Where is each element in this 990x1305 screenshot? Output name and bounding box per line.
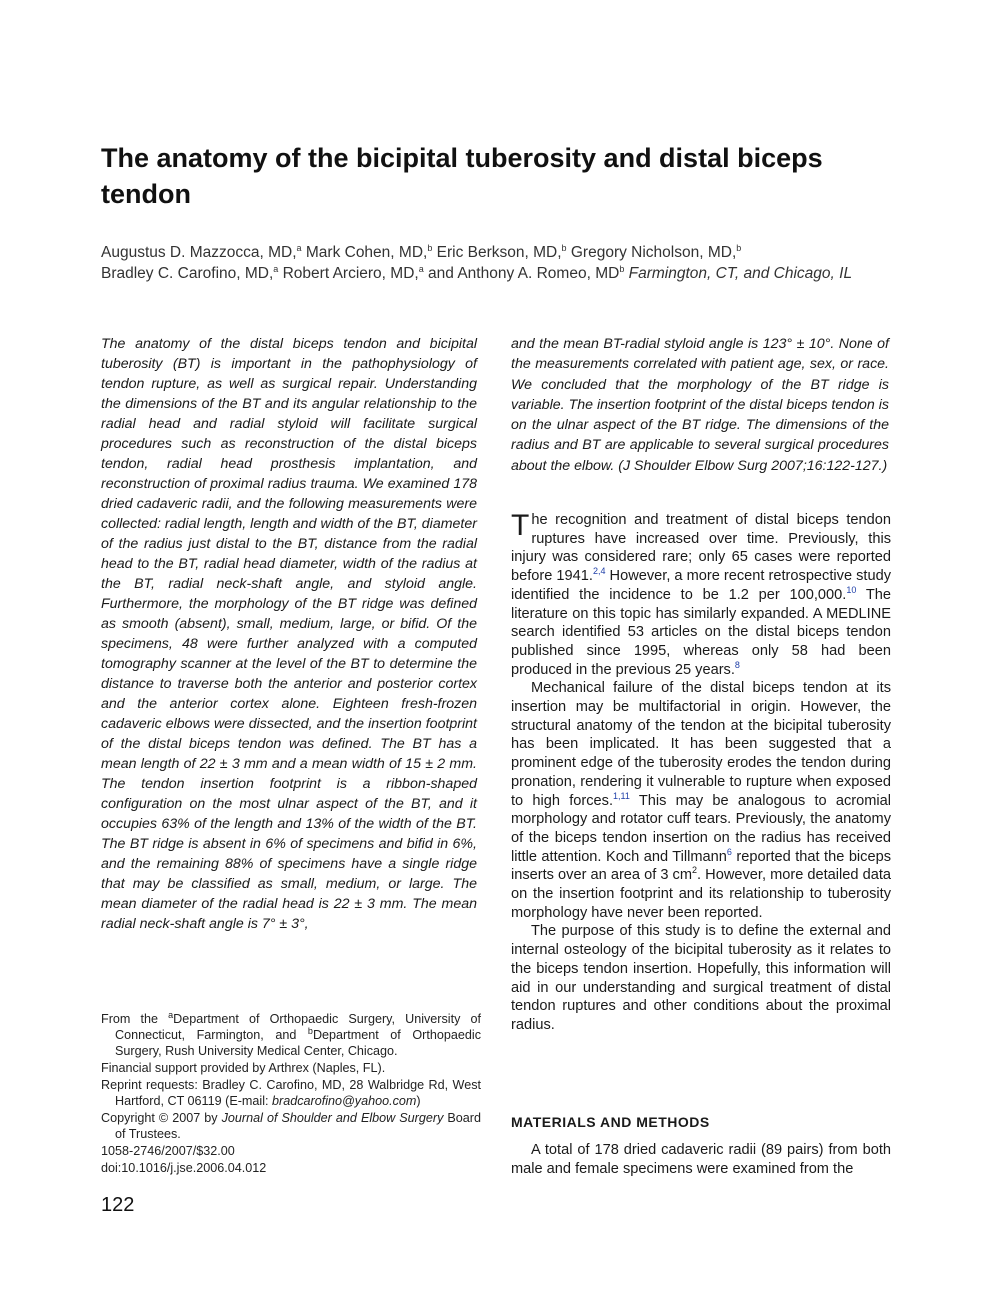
intro-text: . However, more detailed data on the insertion footprint and its relationship to tuberosity morphology have never been reported.: [511, 867, 891, 921]
author-line-2: [101, 263, 901, 284]
footnote-copyright: [101, 1110, 481, 1142]
intro-text: This may be analogous to acromial morphology and rotator cuff tears. Previously, the anatomy of the biceps tendon insertion on the radius has received little attention. Koch and Tillmann: [511, 792, 892, 865]
introduction: [511, 511, 891, 1035]
intro-text: Mechanical failure of the distal biceps tendon at its insertion may be multifactorial in origin. However, the structural anatomy of the tendon at the bicipital tuberosity has been implicated. It has been suggested that a prominent edge of the tuberosity erodes the tendon during pronation, rendering it vulnerable to rupture when exposed to high forces.: [511, 680, 891, 809]
superscript: 2: [692, 865, 698, 876]
intro-paragraph-2: [511, 679, 891, 922]
reference-link[interactable]: 6: [726, 846, 732, 857]
footnote-doi[interactable]: doi:10.1016/j.jse.2006.04.012: [101, 1161, 267, 1175]
footnote-text: Copyright © 2007 by: [101, 1111, 222, 1125]
author-cohen: Mark Cohen, MD,: [301, 244, 428, 261]
footnote-text: From the: [101, 1012, 169, 1026]
footnote-funding: Financial support provided by Arthrex (Naples, FL).: [101, 1061, 386, 1075]
author-berkson: Eric Berkson, MD,: [432, 244, 562, 261]
intro-paragraph-3: The purpose of this study is to define the external and internal osteology of the bicipital tuberosity as it relates to the biceps tendon insertion. Hopefully, this information will aid in our understanding and surgical treatment of distal tendon ruptures and other conditions about the proximal radius.: [511, 923, 891, 1033]
footnote-reprint: [101, 1077, 481, 1109]
affiliation-mark: b: [736, 242, 742, 253]
intro-text: reported that the biceps inserts over an area of 3 cm: [511, 848, 892, 884]
affiliation-mark: b: [619, 263, 625, 274]
footnote-text: Department of Orthopaedic Surgery, University of Connecticut, Farmington, and: [115, 1012, 481, 1042]
intro-text: he recognition and treatment of distal biceps tendon ruptures have increased over time. Previously, this injury was considered rare; only 65 cases were reported before 1941.: [511, 512, 891, 585]
author-arciero: Robert Arciero, MD,: [278, 265, 419, 282]
article-title: The anatomy of the bicipital tuberosity and distal biceps tendon: [101, 143, 823, 209]
author-line-1: [101, 242, 901, 263]
affiliation-mark: a: [418, 263, 424, 274]
methods-paragraph-1: A total of 178 dried cadaveric radii (89 pairs) from both male and female specimens were examined from the: [511, 1142, 891, 1177]
reference-link[interactable]: 2,4: [592, 566, 606, 577]
intro-text: However, a more recent retrospective study identified the incidence to be 1.2 per 100,000.: [511, 568, 891, 603]
affiliation-mark: b: [307, 1025, 313, 1036]
intro-paragraph-1: [511, 511, 891, 679]
abstract-part-1: The anatomy of the distal biceps tendon and bicipital tuberosity (BT) is important in the pathophysiology of tendon rupture, as well as surgical repair. Understanding the dimensions of the BT and its angular relationship to the radial head and radial styloid will facilitate surgical procedures such as reconstruction of the distal biceps tendon, radial head prosthesis implantation, and reconstruction of proximal radius trauma. We examined 178 dried cadaveric radii, and the following measurements were collected: radial length, length and width of the BT, diameter of the radius just distal to the BT, distance from the radial head to the BT, radial head diameter, width of the radius at the BT, radial neck-shaft angle, and styloid angle. Furthermore, the morphology of the BT ridge was defined as smooth (absent), small, medium, large, or bifid. Of the specimens, 48 were further analyzed with a computed tomography scanner at the level of the BT to determine the distance to traverse both the anterior and posterior cortex and the anterior cortex alone. Eighteen fresh-frozen cadaveric elbows were dissected, and the insertion footprint of the distal biceps tendon was defined. The BT has a mean length of 22 ± 3 mm and a mean width of 15 ± 2 mm. The tendon insertion footprint is a ribbon-shaped configuration on the most ulnar aspect of the BT, and it occupies 63% of the length and 13% of the width of the BT. The BT ridge is absent in 6% of specimens and bifid in 6%, and the remaining 88% of specimens have a single ridge that may be classified as small, medium, or large. The mean diameter of the radial head is 22 ± 3 mm. The mean radial neck-shaft angle is 7° ± 3°,: [101, 336, 477, 932]
reprint-email-link[interactable]: bradcarofino@yahoo.com: [272, 1094, 417, 1108]
author-mazzocca: Augustus D. Mazzocca, MD,: [101, 244, 297, 261]
section-heading-methods: MATERIALS AND METHODS: [511, 1114, 710, 1130]
abstract-part-2: and the mean BT-radial styloid angle is 123° ± 10°. None of the measurements correlated with patient age, sex, or race. We concluded that the morphology of the BT ridge is variable. The insertion footprint of the distal biceps tendon is on the ulnar aspect of the BT ridge. The dimensions of the radius and BT are applicable to several surgical procedures about the elbow. (J Shoulder Elbow Surg 2007;16:122-127.): [511, 336, 889, 474]
footnote-text: Board of Trustees.: [115, 1111, 482, 1141]
footnote-issn: 1058-2746/2007/$32.00: [101, 1144, 235, 1158]
page-number: 122: [101, 1194, 135, 1216]
footnote-text: ): [416, 1094, 421, 1108]
reference-link[interactable]: 8: [734, 659, 740, 670]
intro-text: The literature on this topic has similarly expanded. A MEDLINE search identified 53 articles on the distal biceps tendon published since 1995, whereas only 58 had been produced in the previous 25 years.: [511, 586, 891, 678]
author-carofino: Bradley C. Carofino, MD,: [101, 265, 274, 282]
affiliation-mark: a: [273, 263, 279, 274]
affiliation-mark: b: [427, 242, 433, 253]
reference-link[interactable]: 1,11: [613, 790, 630, 801]
author-location: Farmington, CT, and Chicago, IL: [624, 265, 853, 282]
journal-name: Journal of Shoulder and Elbow Surgery: [221, 1111, 444, 1125]
affiliation-mark: b: [561, 242, 567, 253]
article-footnotes: [101, 1011, 481, 1177]
author-romeo: and Anthony A. Romeo, MD: [423, 265, 620, 282]
footnote-affiliations: [101, 1011, 481, 1059]
affiliation-mark: a: [296, 242, 302, 253]
footnote-text: Reprint requests: Bradley C. Carofino, MD, 28 Walbridge Rd, West Hartford, CT 06119 (E-mail:: [101, 1078, 481, 1108]
reference-link[interactable]: 10: [846, 584, 857, 595]
author-list: [101, 242, 901, 284]
footnote-text: Department of Orthopaedic Surgery, Rush University Medical Center, Chicago.: [115, 1028, 481, 1058]
affiliation-mark: a: [168, 1009, 174, 1020]
drop-cap: T: [511, 509, 530, 542]
author-nicholson: Gregory Nicholson, MD,: [566, 244, 737, 261]
